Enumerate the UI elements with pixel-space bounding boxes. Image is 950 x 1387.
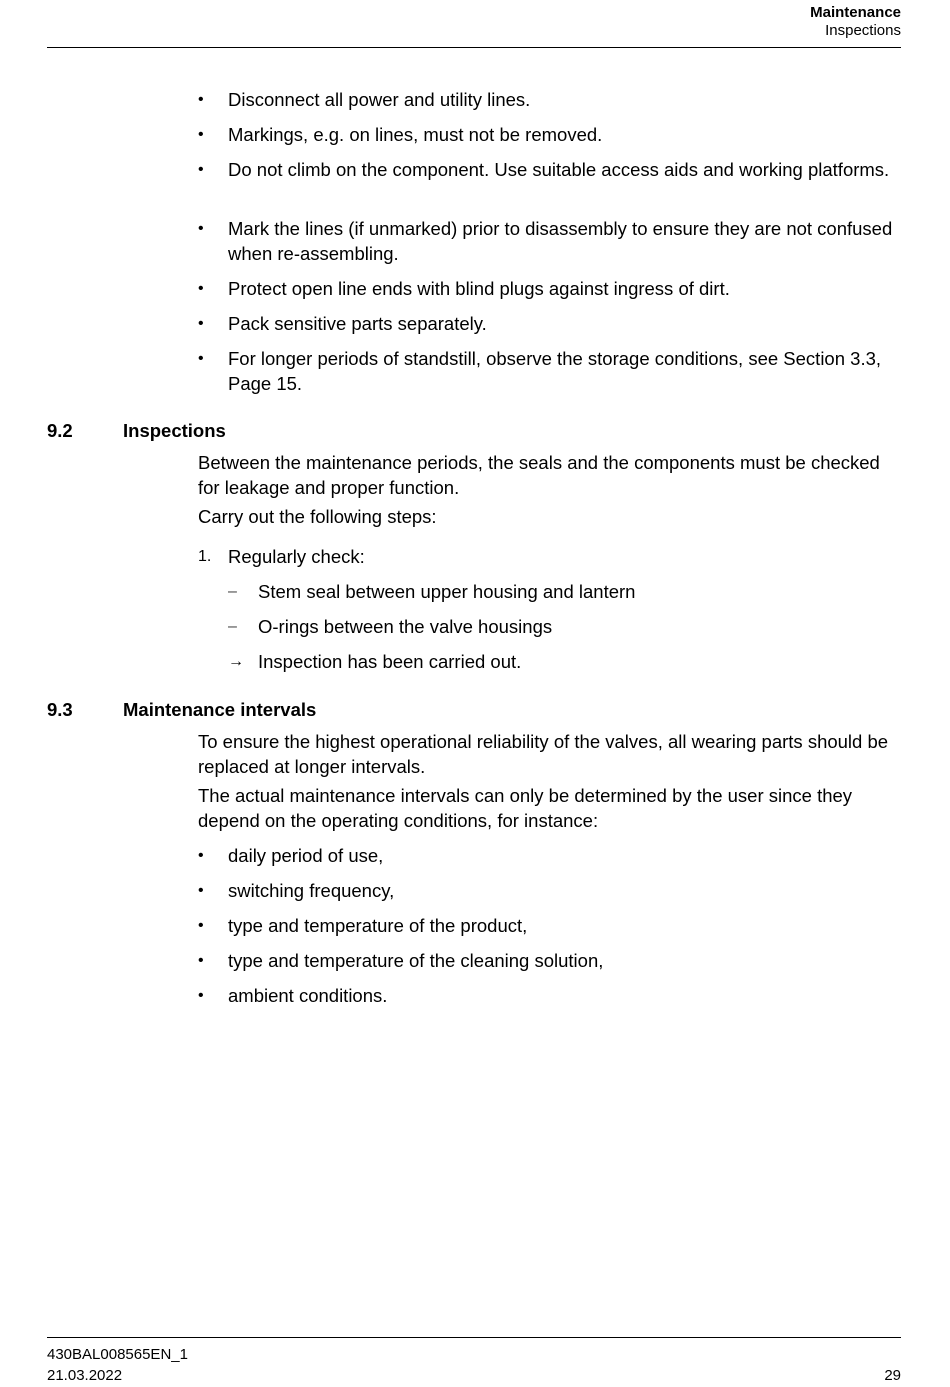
bullet-mark: • bbox=[198, 220, 204, 237]
list-item bbox=[198, 217, 898, 266]
header-chapter: Maintenance bbox=[810, 4, 901, 21]
bullet-mark: • bbox=[198, 126, 204, 143]
section-title: Maintenance intervals bbox=[123, 699, 317, 720]
sub-list-item bbox=[228, 615, 898, 640]
bullet-mark: • bbox=[198, 91, 204, 108]
header-section: Inspections bbox=[825, 22, 901, 39]
section-number: 9.2 bbox=[47, 420, 73, 441]
list-item-text: Markings, e.g. on lines, must not be removed. bbox=[228, 124, 603, 145]
step-number: 1. bbox=[198, 548, 212, 565]
bullet-mark: • bbox=[198, 952, 204, 969]
section-title: Inspections bbox=[123, 420, 226, 441]
sub-list-item-text: Stem seal between upper housing and lantern bbox=[258, 581, 636, 602]
bullet-mark: • bbox=[198, 350, 204, 367]
list-item-text: Pack sensitive parts separately. bbox=[228, 313, 487, 334]
list-item-text: type and temperature of the product, bbox=[228, 915, 528, 936]
list-item-text: Protect open line ends with blind plugs against ingress of dirt. bbox=[228, 278, 730, 299]
result-text: Inspection has been carried out. bbox=[258, 651, 522, 672]
list-item bbox=[198, 984, 898, 1009]
list-item-text: Do not climb on the component. Use suitable access aids and working platforms. bbox=[228, 159, 890, 180]
section-paragraph: Between the maintenance periods, the seals and the components must be checked for leakage and proper function. bbox=[198, 452, 880, 498]
step-text: Regularly check: bbox=[228, 546, 365, 567]
section-paragraph: The actual maintenance intervals can only be determined by the user since they depend on the operating conditions, for instance: bbox=[198, 785, 853, 831]
section-paragraph: Carry out the following steps: bbox=[198, 506, 437, 527]
dash-mark: – bbox=[228, 583, 237, 600]
list-item-text: ambient conditions. bbox=[228, 985, 388, 1006]
list-item bbox=[198, 312, 898, 337]
bullet-mark: • bbox=[198, 161, 204, 178]
list-item bbox=[198, 844, 898, 869]
header-rule bbox=[47, 47, 901, 48]
list-item-text: type and temperature of the cleaning solution, bbox=[228, 950, 604, 971]
bullet-mark: • bbox=[198, 280, 204, 297]
sub-list-item-text: O-rings between the valve housings bbox=[258, 616, 553, 637]
bullet-mark: • bbox=[198, 882, 204, 899]
list-item-text: switching frequency, bbox=[228, 880, 395, 901]
bullet-mark: • bbox=[198, 847, 204, 864]
step-item bbox=[198, 545, 898, 570]
list-item-text: Disconnect all power and utility lines. bbox=[228, 89, 531, 110]
bullet-mark: • bbox=[198, 987, 204, 1004]
arrow-right-icon: → bbox=[228, 653, 244, 670]
sub-list-item bbox=[228, 580, 898, 605]
result-item bbox=[228, 650, 898, 675]
page-number: 29 bbox=[884, 1367, 901, 1384]
footer-rule bbox=[47, 1337, 901, 1338]
list-item bbox=[198, 347, 898, 396]
bullet-mark: • bbox=[198, 917, 204, 934]
list-item bbox=[198, 879, 898, 904]
list-item bbox=[198, 949, 898, 974]
list-item-text: For longer periods of standstill, observe the storage conditions, see Section 3.3, Page 15. bbox=[228, 348, 882, 394]
list-item bbox=[198, 914, 898, 939]
footer-doc-id: 430BAL008565EN_1 bbox=[47, 1346, 188, 1363]
footer-date: 21.03.2022 bbox=[47, 1367, 123, 1384]
section-number: 9.3 bbox=[47, 699, 73, 720]
section-paragraph: To ensure the highest operational reliability of the valves, all wearing parts should be replaced at longer intervals. bbox=[198, 731, 889, 777]
list-item-text: daily period of use, bbox=[228, 845, 384, 866]
list-item bbox=[198, 88, 898, 113]
dash-mark: – bbox=[228, 618, 237, 635]
bullet-mark: • bbox=[198, 315, 204, 332]
list-item bbox=[198, 123, 898, 148]
list-item bbox=[198, 277, 898, 302]
list-item bbox=[198, 158, 898, 183]
list-item-text: Mark the lines (if unmarked) prior to disassembly to ensure they are not confused when re-assembling. bbox=[228, 218, 893, 264]
